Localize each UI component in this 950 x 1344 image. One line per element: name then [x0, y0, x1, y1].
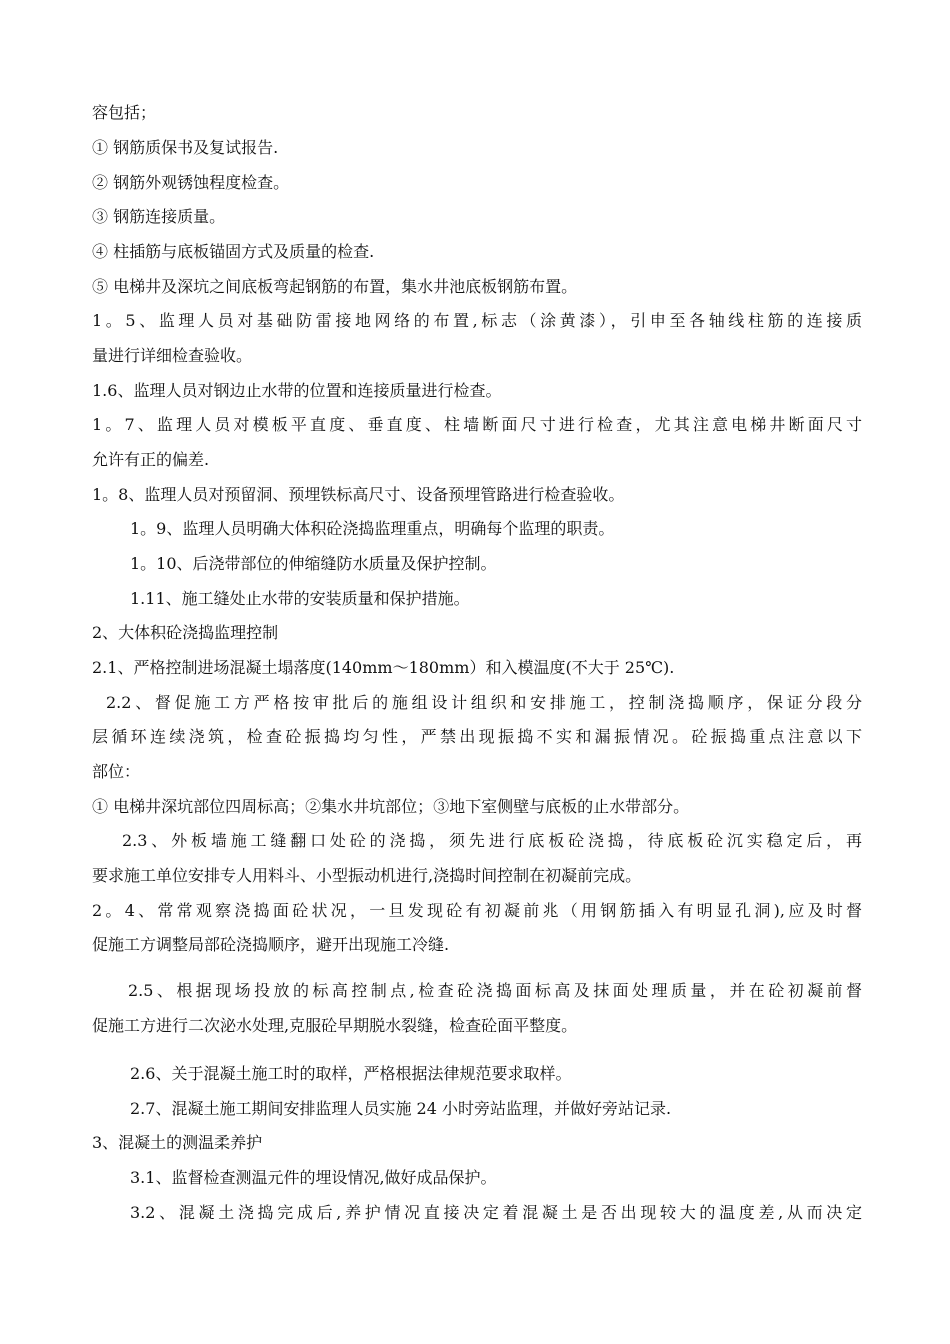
text-line: ⑤ 电梯井及深坑之间底板弯起钢筋的布置，集水井池底板钢筋布置。 — [92, 277, 578, 296]
text-line: 2.5、根据现场投放的标高控制点,检查砼浇捣面标高及抹面处理质量，并在砼初凝前督 — [128, 981, 862, 1000]
text-line: 1。10、后浇带部位的伸缩缝防水质量及保护控制。 — [130, 554, 497, 573]
text-line: 1。9、监理人员明确大体积砼浇捣监理重点，明确每个监理的职责。 — [130, 519, 615, 538]
text-line: 2.1、严格控制进场混凝土塌落度(140mm～180mm）和入模温度(不大于 25℃). — [92, 658, 675, 677]
text-line: 2。4、常常观察浇捣面砼状况，一旦发现砼有初凝前兆（用钢筋插入有明显孔洞),应及时督 — [92, 901, 862, 920]
text-line: 2.7、混凝土施工期间安排监理人员实施 24 小时旁站监理，并做好旁站记录. — [130, 1099, 672, 1118]
text-line: 促施工方进行二次泌水处理,克服砼早期脱水裂缝，检查砼面平整度。 — [92, 1016, 578, 1035]
text-line: 促施工方调整局部砼浇捣顺序，避开出现施工冷缝. — [92, 935, 450, 954]
text-line: 2、大体积砼浇捣监理控制 — [92, 623, 279, 642]
text-line: ④ 柱插筋与底板锚固方式及质量的检查. — [92, 242, 375, 261]
text-line: 1。5、监理人员对基础防雷接地网络的布置,标志（涂黄漆），引申至各轴线柱筋的连接质 — [92, 311, 862, 330]
text-line: 部位： — [92, 762, 141, 781]
text-line: 1.6、监理人员对钢边止水带的位置和连接质量进行检查。 — [92, 381, 502, 400]
text-line: ① 电梯井深坑部位四周标高；②集水井坑部位；③地下室侧壁与底板的止水带部分。 — [92, 797, 690, 816]
text-line: 2.6、关于混凝土施工时的取样，严格根据法律规范要求取样。 — [130, 1064, 572, 1083]
text-line: ① 钢筋质保书及复试报告. — [92, 138, 279, 157]
text-line: 容包括； — [92, 103, 157, 122]
text-line: 要求施工单位安排专人用料斗、小型振动机进行,浇捣时间控制在初凝前完成。 — [92, 866, 642, 885]
text-line: 允许有正的偏差. — [92, 450, 210, 469]
text-line: 层循环连续浇筑，检查砼振捣均匀性，严禁出现振捣不实和漏振情况。砼振捣重点注意以下 — [92, 727, 862, 746]
text-line: 1.11、施工缝处止水带的安装质量和保护措施。 — [130, 589, 470, 608]
text-line: 3.2、混凝土浇捣完成后,养护情况直接决定着混凝土是否出现较大的温度差,从而决定 — [130, 1203, 862, 1222]
text-line: 量进行详细检查验收。 — [92, 346, 253, 365]
text-line: ③ 钢筋连接质量。 — [92, 207, 226, 226]
text-line: ② 钢筋外观锈蚀程度检查。 — [92, 173, 290, 192]
text-line: 2.2、督促施工方严格按审批后的施组设计组织和安排施工，控制浇捣顺序，保证分段分 — [106, 693, 862, 712]
text-line: 2.3、外板墙施工缝翻口处砼的浇捣，须先进行底板砼浇捣，待底板砼沉实稳定后，再 — [122, 831, 862, 850]
text-line: 1。8、监理人员对预留洞、预埋铁标高尺寸、设备预埋管路进行检查验收。 — [92, 485, 625, 504]
text-line: 3、混凝土的测温柔养护 — [92, 1133, 263, 1152]
text-line: 3.1、监督检查测温元件的埋设情况,做好成品保护。 — [130, 1168, 497, 1187]
text-line: 1。7、监理人员对模板平直度、垂直度、柱墙断面尺寸进行检查，尤其注意电梯井断面尺寸 — [92, 415, 862, 434]
